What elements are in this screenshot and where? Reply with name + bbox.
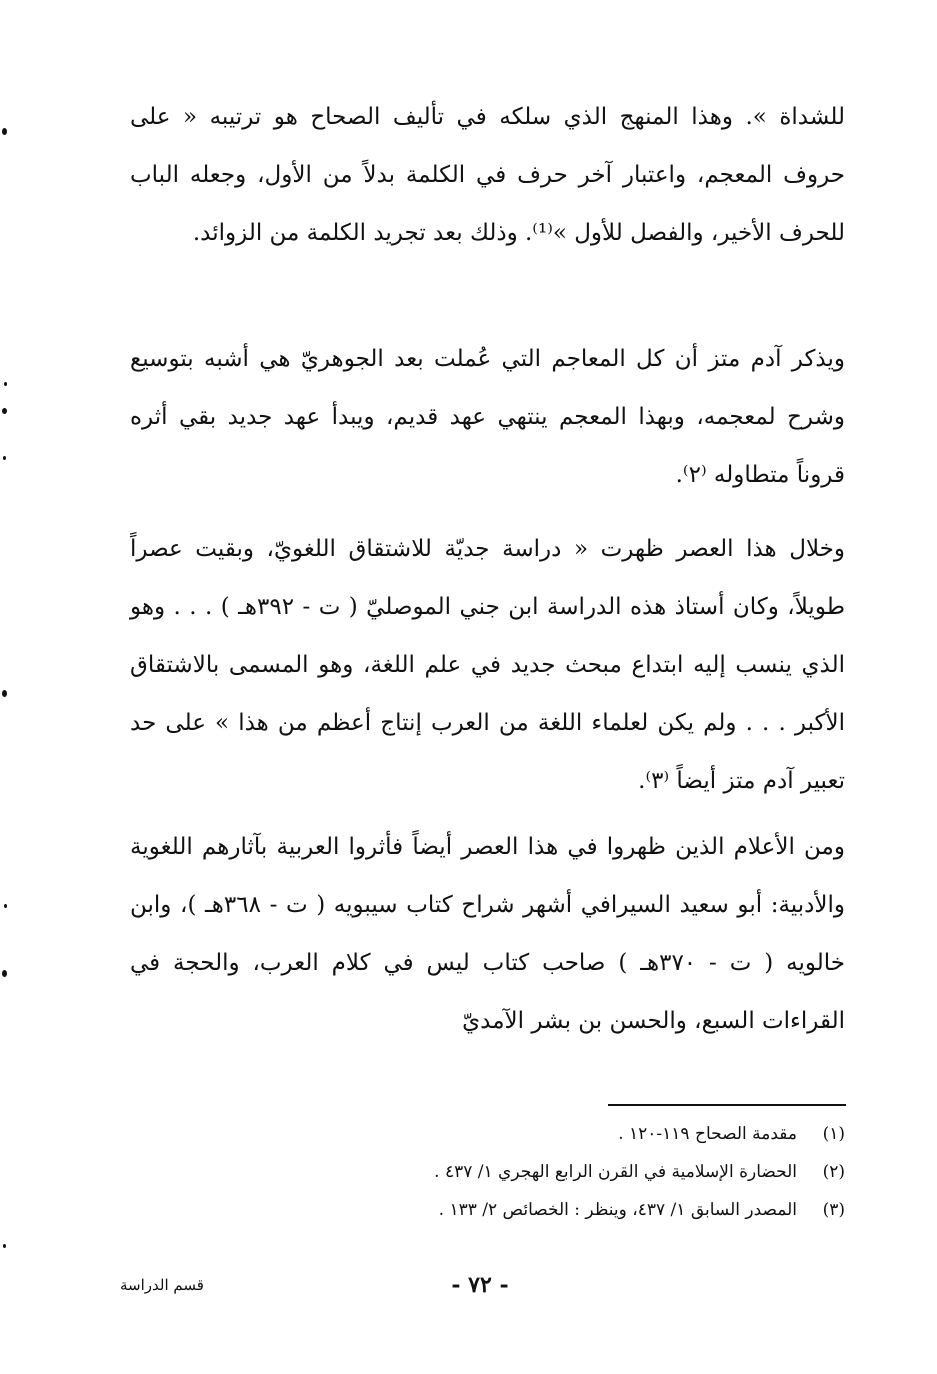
scan-mark xyxy=(2,970,7,977)
footnote-text: الحضارة الإسلامية في القرن الرابع الهجري ١/ ٤٣٧ . xyxy=(434,1162,797,1182)
body-paragraph: ويذكر آدم متز أن كل المعاجم التي عُملت بعد الجوهريّ هي أشبه بتوسيع وشرح لمعجمه، وبهذا المعجم ينتهي عهد قديم، ويبدأ عهد جديد بقي أثره قروناً متطاوله ⁽٢⁾. xyxy=(130,346,845,488)
body-paragraph: للشداة ». وهذا المنهج الذي سلكه في تأليف الصحاح هو ترتيبه « على حروف المعجم، واعتبار آخر حرف في الكلمة بدلاً من الأول، وجعله الباب للحرف الأخير، والفصل للأول »⁽¹⁾. وذلك بعد تجريد الكلمة من الزوائد. xyxy=(130,104,845,246)
section-label: قسم الدراسة xyxy=(120,1276,204,1294)
scan-mark xyxy=(3,456,6,460)
page-number: - ٧٢ - xyxy=(451,1272,509,1298)
scan-mark xyxy=(2,408,7,414)
scan-mark xyxy=(4,382,7,386)
footnote-number: (٣) xyxy=(822,1200,845,1220)
footnote-number: (١) xyxy=(822,1124,845,1144)
scan-mark xyxy=(2,128,7,135)
footnote-number: (٢) xyxy=(822,1162,845,1182)
scan-mark xyxy=(2,690,7,697)
footnote-item xyxy=(300,1153,845,1191)
footnote-separator xyxy=(608,1104,846,1106)
footnote-item xyxy=(300,1191,845,1229)
footnote-text: المصدر السابق ١/ ٤٣٧، وينظر : الخصائص ٢/ ١٣٣ . xyxy=(438,1200,797,1220)
footnotes-list xyxy=(300,1115,845,1229)
footnote-text: مقدمة الصحاح ١١٩-١٢٠ . xyxy=(618,1124,797,1144)
body-paragraph: ومن الأعلام الذين ظهروا في هذا العصر أيضاً فأثروا العربية بآثارهم اللغوية والأدبية: أبو سعيد السيرافي أشهر شراح كتاب سيبويه ( ت - ٣٦٨هـ )، وابن خالويه ( ت - ٣٧٠هـ ) صاحب كتاب ليس في كلام العرب، والحجة في القراءات السبع، والحسن بن بشر الآمديّ xyxy=(130,834,845,1034)
scan-mark xyxy=(3,1244,6,1248)
scan-mark xyxy=(4,904,7,908)
body-paragraph: وخلال هذا العصر ظهرت « دراسة جديّة للاشتقاق اللغويّ، وبقيت عصراً طويلاً، وكان أستاذ هذه الدراسة ابن جني الموصليّ ( ت - ٣٩٢هـ ) . . . وهو الذي ينسب إليه ابتداع مبحث جديد في علم اللغة، وهو المسمى بالاشتقاق الأكبر . . . ولم يكن لعلماء اللغة من العرب إنتاج أعظم من هذا » على حد تعبير آدم متز أيضاً ⁽٣⁾. xyxy=(130,536,846,794)
footnote-item xyxy=(300,1115,845,1153)
